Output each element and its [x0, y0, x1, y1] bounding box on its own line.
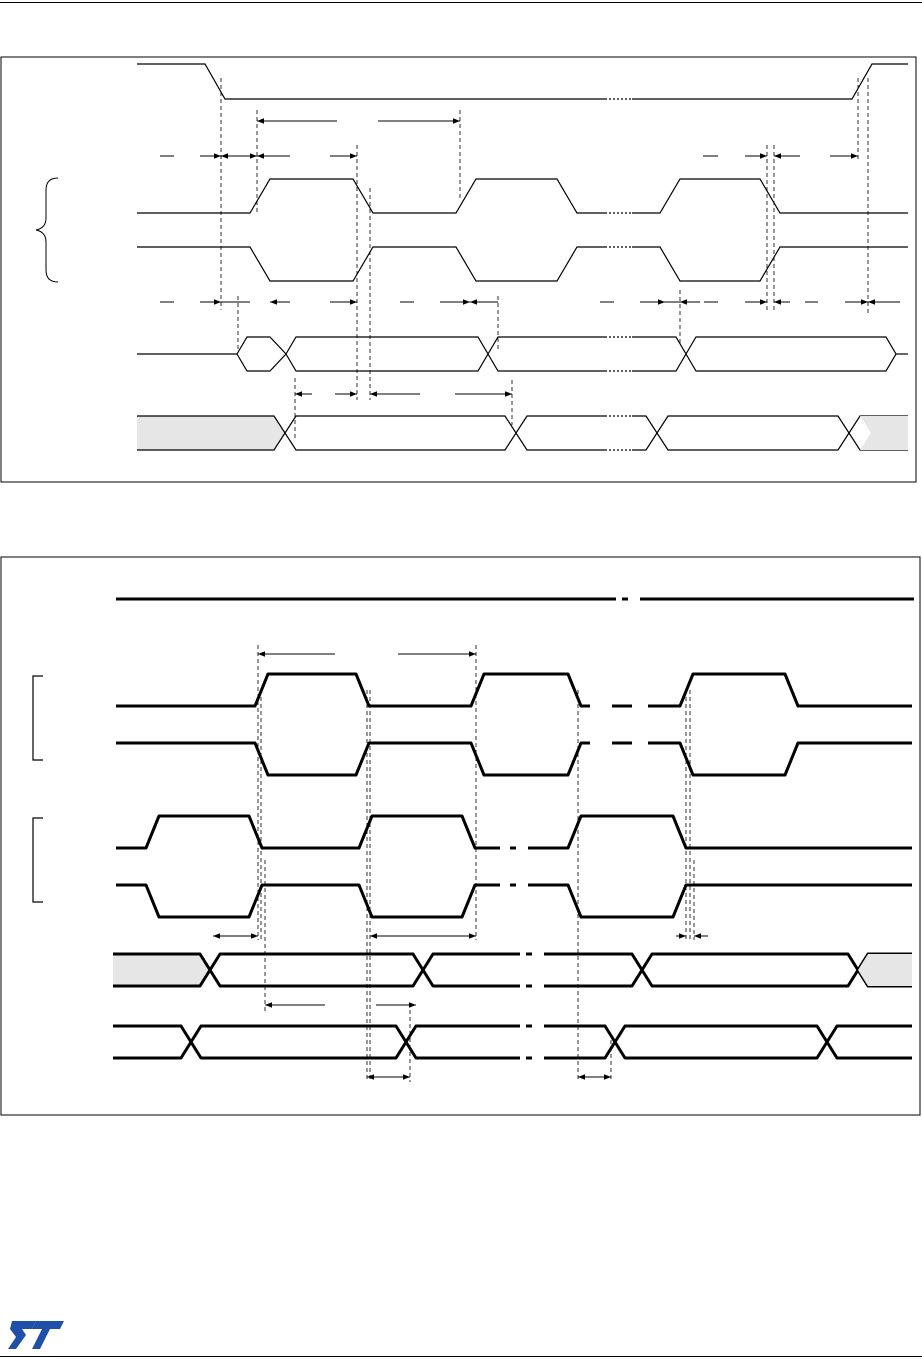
- bottom-dashed-guides: [258, 645, 694, 1082]
- top-dimension-arrows: [160, 121, 900, 394]
- mosi-bus-waveform: [137, 416, 908, 450]
- bottom-dimension-arrows: [213, 654, 708, 1077]
- sck-clock-2-waveform: [137, 247, 908, 281]
- nss-waveform: [137, 64, 908, 99]
- sck-group-a-2-waveform: [116, 743, 912, 775]
- miso-bus-waveform: [137, 337, 908, 371]
- clock-group-brace: [36, 178, 58, 282]
- bottom-figure-frame: [1, 557, 920, 1115]
- data-line-1-waveform: [113, 954, 912, 986]
- clock-group-b-bracket: [33, 818, 43, 902]
- bottom-figure: [1, 557, 920, 1115]
- clock-group-a-bracket: [33, 676, 43, 760]
- sck-clock-1-waveform: [137, 179, 908, 213]
- st-logo-icon: [6, 1305, 66, 1355]
- sck-group-a-1-waveform: [116, 674, 912, 706]
- data-line-2-waveform: [113, 1026, 912, 1058]
- top-dashed-guides: [221, 78, 868, 438]
- sck-group-b-2-waveform: [116, 885, 912, 917]
- top-figure: [1, 57, 916, 482]
- sck-group-b-1-waveform: [116, 816, 912, 848]
- footer-rule: [0, 1356, 922, 1357]
